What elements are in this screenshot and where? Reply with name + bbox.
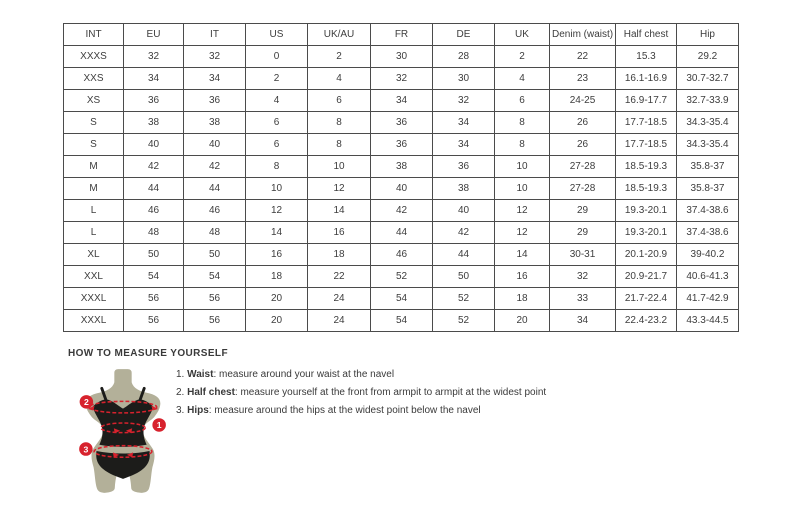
size-cell: 56: [124, 288, 184, 310]
size-cell: 39-40.2: [677, 244, 739, 266]
size-cell: 34: [124, 68, 184, 90]
size-cell: 48: [184, 222, 246, 244]
size-cell: 54: [184, 266, 246, 288]
size-cell: 30: [371, 46, 433, 68]
size-cell: 32: [550, 266, 616, 288]
table-row: [64, 134, 739, 156]
size-cell: 54: [371, 310, 433, 332]
size-cell: 32: [371, 68, 433, 90]
size-cell: L: [64, 222, 124, 244]
size-cell: 28: [433, 46, 495, 68]
table-row: [64, 222, 739, 244]
size-cell: 38: [371, 156, 433, 178]
size-cell: 8: [495, 134, 550, 156]
table-row: [64, 112, 739, 134]
size-cell: 34: [550, 310, 616, 332]
column-header: UK/AU: [308, 24, 371, 46]
measure-step-term: Waist: [187, 369, 214, 380]
column-header: Hip: [677, 24, 739, 46]
size-cell: 42: [371, 200, 433, 222]
column-header: Denim (waist): [550, 24, 616, 46]
size-cell: 12: [495, 222, 550, 244]
size-cell: XXXS: [64, 46, 124, 68]
measure-step-description: : measure around your waist at the navel: [213, 369, 395, 380]
size-cell: 14: [308, 200, 371, 222]
size-cell: 17.7-18.5: [616, 134, 677, 156]
size-cell: 19.3-20.1: [616, 200, 677, 222]
size-cell: 8: [308, 134, 371, 156]
size-cell: 20: [495, 310, 550, 332]
size-cell: 18.5-19.3: [616, 178, 677, 200]
size-cell: 29: [550, 200, 616, 222]
measure-step-number: 2.: [176, 387, 188, 398]
size-cell: 34: [184, 68, 246, 90]
size-cell: 32: [124, 46, 184, 68]
size-cell: 43.3-44.5: [677, 310, 739, 332]
column-header: UK: [495, 24, 550, 46]
size-cell: M: [64, 156, 124, 178]
table-row: [64, 200, 739, 222]
size-cell: 20.9-21.7: [616, 266, 677, 288]
size-cell: 40: [184, 134, 246, 156]
size-cell: 18: [495, 288, 550, 310]
svg-text:1: 1: [156, 420, 162, 431]
size-cell: 35.8-37: [677, 178, 739, 200]
size-cell: 0: [246, 46, 308, 68]
measure-step-term: Half chest: [187, 387, 235, 398]
size-cell: 46: [184, 200, 246, 222]
table-row: [64, 244, 739, 266]
size-cell: 6: [308, 90, 371, 112]
table-row: [64, 90, 739, 112]
size-cell: 22: [308, 266, 371, 288]
measure-step-number: 3.: [176, 405, 188, 416]
size-cell: 30.7-32.7: [677, 68, 739, 90]
size-cell: 10: [495, 178, 550, 200]
measurement-figure-illustration: [70, 366, 176, 508]
column-header: INT: [64, 24, 124, 46]
size-cell: 56: [124, 310, 184, 332]
size-cell: 44: [433, 244, 495, 266]
size-cell: S: [64, 112, 124, 134]
size-cell: 20: [246, 288, 308, 310]
column-header: IT: [184, 24, 246, 46]
size-cell: 18.5-19.3: [616, 156, 677, 178]
figure-marker-hips: [79, 442, 92, 455]
measure-step: [176, 384, 546, 402]
size-cell: XXS: [64, 68, 124, 90]
table-row: [64, 310, 739, 332]
size-cell: 34.3-35.4: [677, 112, 739, 134]
size-cell: 8: [308, 112, 371, 134]
size-cell: 8: [246, 156, 308, 178]
size-cell: 42: [433, 222, 495, 244]
size-cell: 44: [371, 222, 433, 244]
size-cell: 10: [495, 156, 550, 178]
size-cell: 33: [550, 288, 616, 310]
size-chart-table: [63, 23, 739, 332]
size-cell: 6: [495, 90, 550, 112]
measure-step: [176, 366, 546, 384]
size-cell: 50: [184, 244, 246, 266]
size-cell: L: [64, 200, 124, 222]
column-header: Half chest: [616, 24, 677, 46]
size-cell: 56: [184, 288, 246, 310]
size-cell: 20.1-20.9: [616, 244, 677, 266]
table-row: [64, 68, 739, 90]
measure-step-description: : measure yourself at the front from armpit to armpit at the widest point: [234, 387, 547, 398]
figure-marker-waist: [152, 418, 165, 431]
size-cell: 36: [184, 90, 246, 112]
size-cell: 54: [371, 288, 433, 310]
size-cell: 16: [495, 266, 550, 288]
size-cell: 44: [124, 178, 184, 200]
header-row: [64, 24, 739, 46]
size-cell: XXXL: [64, 288, 124, 310]
size-cell: 46: [124, 200, 184, 222]
size-cell: 2: [495, 46, 550, 68]
size-cell: 38: [433, 178, 495, 200]
size-cell: 16: [308, 222, 371, 244]
size-cell: 44: [184, 178, 246, 200]
size-cell: 50: [124, 244, 184, 266]
size-cell: 4: [308, 68, 371, 90]
mannequin-neck: [114, 369, 131, 384]
size-cell: 36: [371, 134, 433, 156]
size-cell: 19.3-20.1: [616, 222, 677, 244]
table-row: [64, 178, 739, 200]
size-cell: 52: [433, 310, 495, 332]
mannequin-figure: [70, 366, 176, 508]
size-cell: 23: [550, 68, 616, 90]
measure-step-term: Hips: [187, 405, 209, 416]
size-cell: 34: [433, 112, 495, 134]
size-cell: 40.6-41.3: [677, 266, 739, 288]
size-cell: 48: [124, 222, 184, 244]
size-cell: 12: [308, 178, 371, 200]
size-cell: 42: [184, 156, 246, 178]
size-cell: 37.4-38.6: [677, 200, 739, 222]
size-cell: 8: [495, 112, 550, 134]
column-header: DE: [433, 24, 495, 46]
size-cell: 16: [246, 244, 308, 266]
size-cell: XL: [64, 244, 124, 266]
svg-text:3: 3: [83, 444, 89, 455]
size-cell: 12: [246, 200, 308, 222]
figure-marker-chest: [80, 395, 93, 408]
measure-heading: HOW TO MEASURE YOURSELF: [68, 348, 228, 359]
size-cell: 56: [184, 310, 246, 332]
size-cell: 4: [246, 90, 308, 112]
size-cell: 24: [308, 310, 371, 332]
size-cell: 29: [550, 222, 616, 244]
column-header: FR: [371, 24, 433, 46]
size-cell: 41.7-42.9: [677, 288, 739, 310]
svg-text:2: 2: [83, 397, 89, 408]
size-cell: 32: [184, 46, 246, 68]
size-cell: 22: [550, 46, 616, 68]
table-row: [64, 46, 739, 68]
size-cell: 36: [124, 90, 184, 112]
size-cell: 54: [124, 266, 184, 288]
measure-step-number: 1.: [176, 369, 188, 380]
size-cell: 14: [246, 222, 308, 244]
measure-steps: [176, 366, 546, 420]
table-row: [64, 266, 739, 288]
size-cell: 20: [246, 310, 308, 332]
size-cell: 18: [246, 266, 308, 288]
size-cell: 32.7-33.9: [677, 90, 739, 112]
size-cell: XS: [64, 90, 124, 112]
size-cell: 24-25: [550, 90, 616, 112]
size-cell: 42: [124, 156, 184, 178]
size-cell: 10: [246, 178, 308, 200]
size-cell: 15.3: [616, 46, 677, 68]
size-cell: 26: [550, 112, 616, 134]
table-row: [64, 288, 739, 310]
size-cell: 52: [433, 288, 495, 310]
size-cell: S: [64, 134, 124, 156]
size-cell: 2: [246, 68, 308, 90]
size-cell: 40: [371, 178, 433, 200]
measure-step-description: : measure around the hips at the widest point below the navel: [208, 405, 481, 416]
size-cell: 34: [433, 134, 495, 156]
size-cell: 6: [246, 134, 308, 156]
measure-step: [176, 402, 546, 420]
table-row: [64, 156, 739, 178]
size-cell: 38: [124, 112, 184, 134]
size-cell: M: [64, 178, 124, 200]
size-cell: 17.7-18.5: [616, 112, 677, 134]
column-header: US: [246, 24, 308, 46]
size-cell: 30-31: [550, 244, 616, 266]
size-cell: 35.8-37: [677, 156, 739, 178]
size-cell: 46: [371, 244, 433, 266]
size-cell: 34.3-35.4: [677, 134, 739, 156]
size-cell: 10: [308, 156, 371, 178]
size-cell: 29.2: [677, 46, 739, 68]
size-cell: 16.9-17.7: [616, 90, 677, 112]
size-cell: 18: [308, 244, 371, 266]
size-cell: XXL: [64, 266, 124, 288]
size-cell: 40: [124, 134, 184, 156]
size-cell: 12: [495, 200, 550, 222]
size-cell: 36: [371, 112, 433, 134]
size-cell: 30: [433, 68, 495, 90]
size-cell: 27-28: [550, 156, 616, 178]
size-cell: 50: [433, 266, 495, 288]
size-cell: 6: [246, 112, 308, 134]
size-cell: 22.4-23.2: [616, 310, 677, 332]
size-cell: 34: [371, 90, 433, 112]
size-cell: 52: [371, 266, 433, 288]
size-cell: 24: [308, 288, 371, 310]
size-cell: 38: [184, 112, 246, 134]
size-cell: 16.1-16.9: [616, 68, 677, 90]
size-cell: XXXL: [64, 310, 124, 332]
column-header: EU: [124, 24, 184, 46]
size-cell: 21.7-22.4: [616, 288, 677, 310]
size-cell: 26: [550, 134, 616, 156]
size-cell: 37.4-38.6: [677, 222, 739, 244]
size-cell: 2: [308, 46, 371, 68]
size-cell: 40: [433, 200, 495, 222]
size-cell: 32: [433, 90, 495, 112]
size-cell: 36: [433, 156, 495, 178]
size-cell: 14: [495, 244, 550, 266]
size-cell: 27-28: [550, 178, 616, 200]
size-cell: 4: [495, 68, 550, 90]
